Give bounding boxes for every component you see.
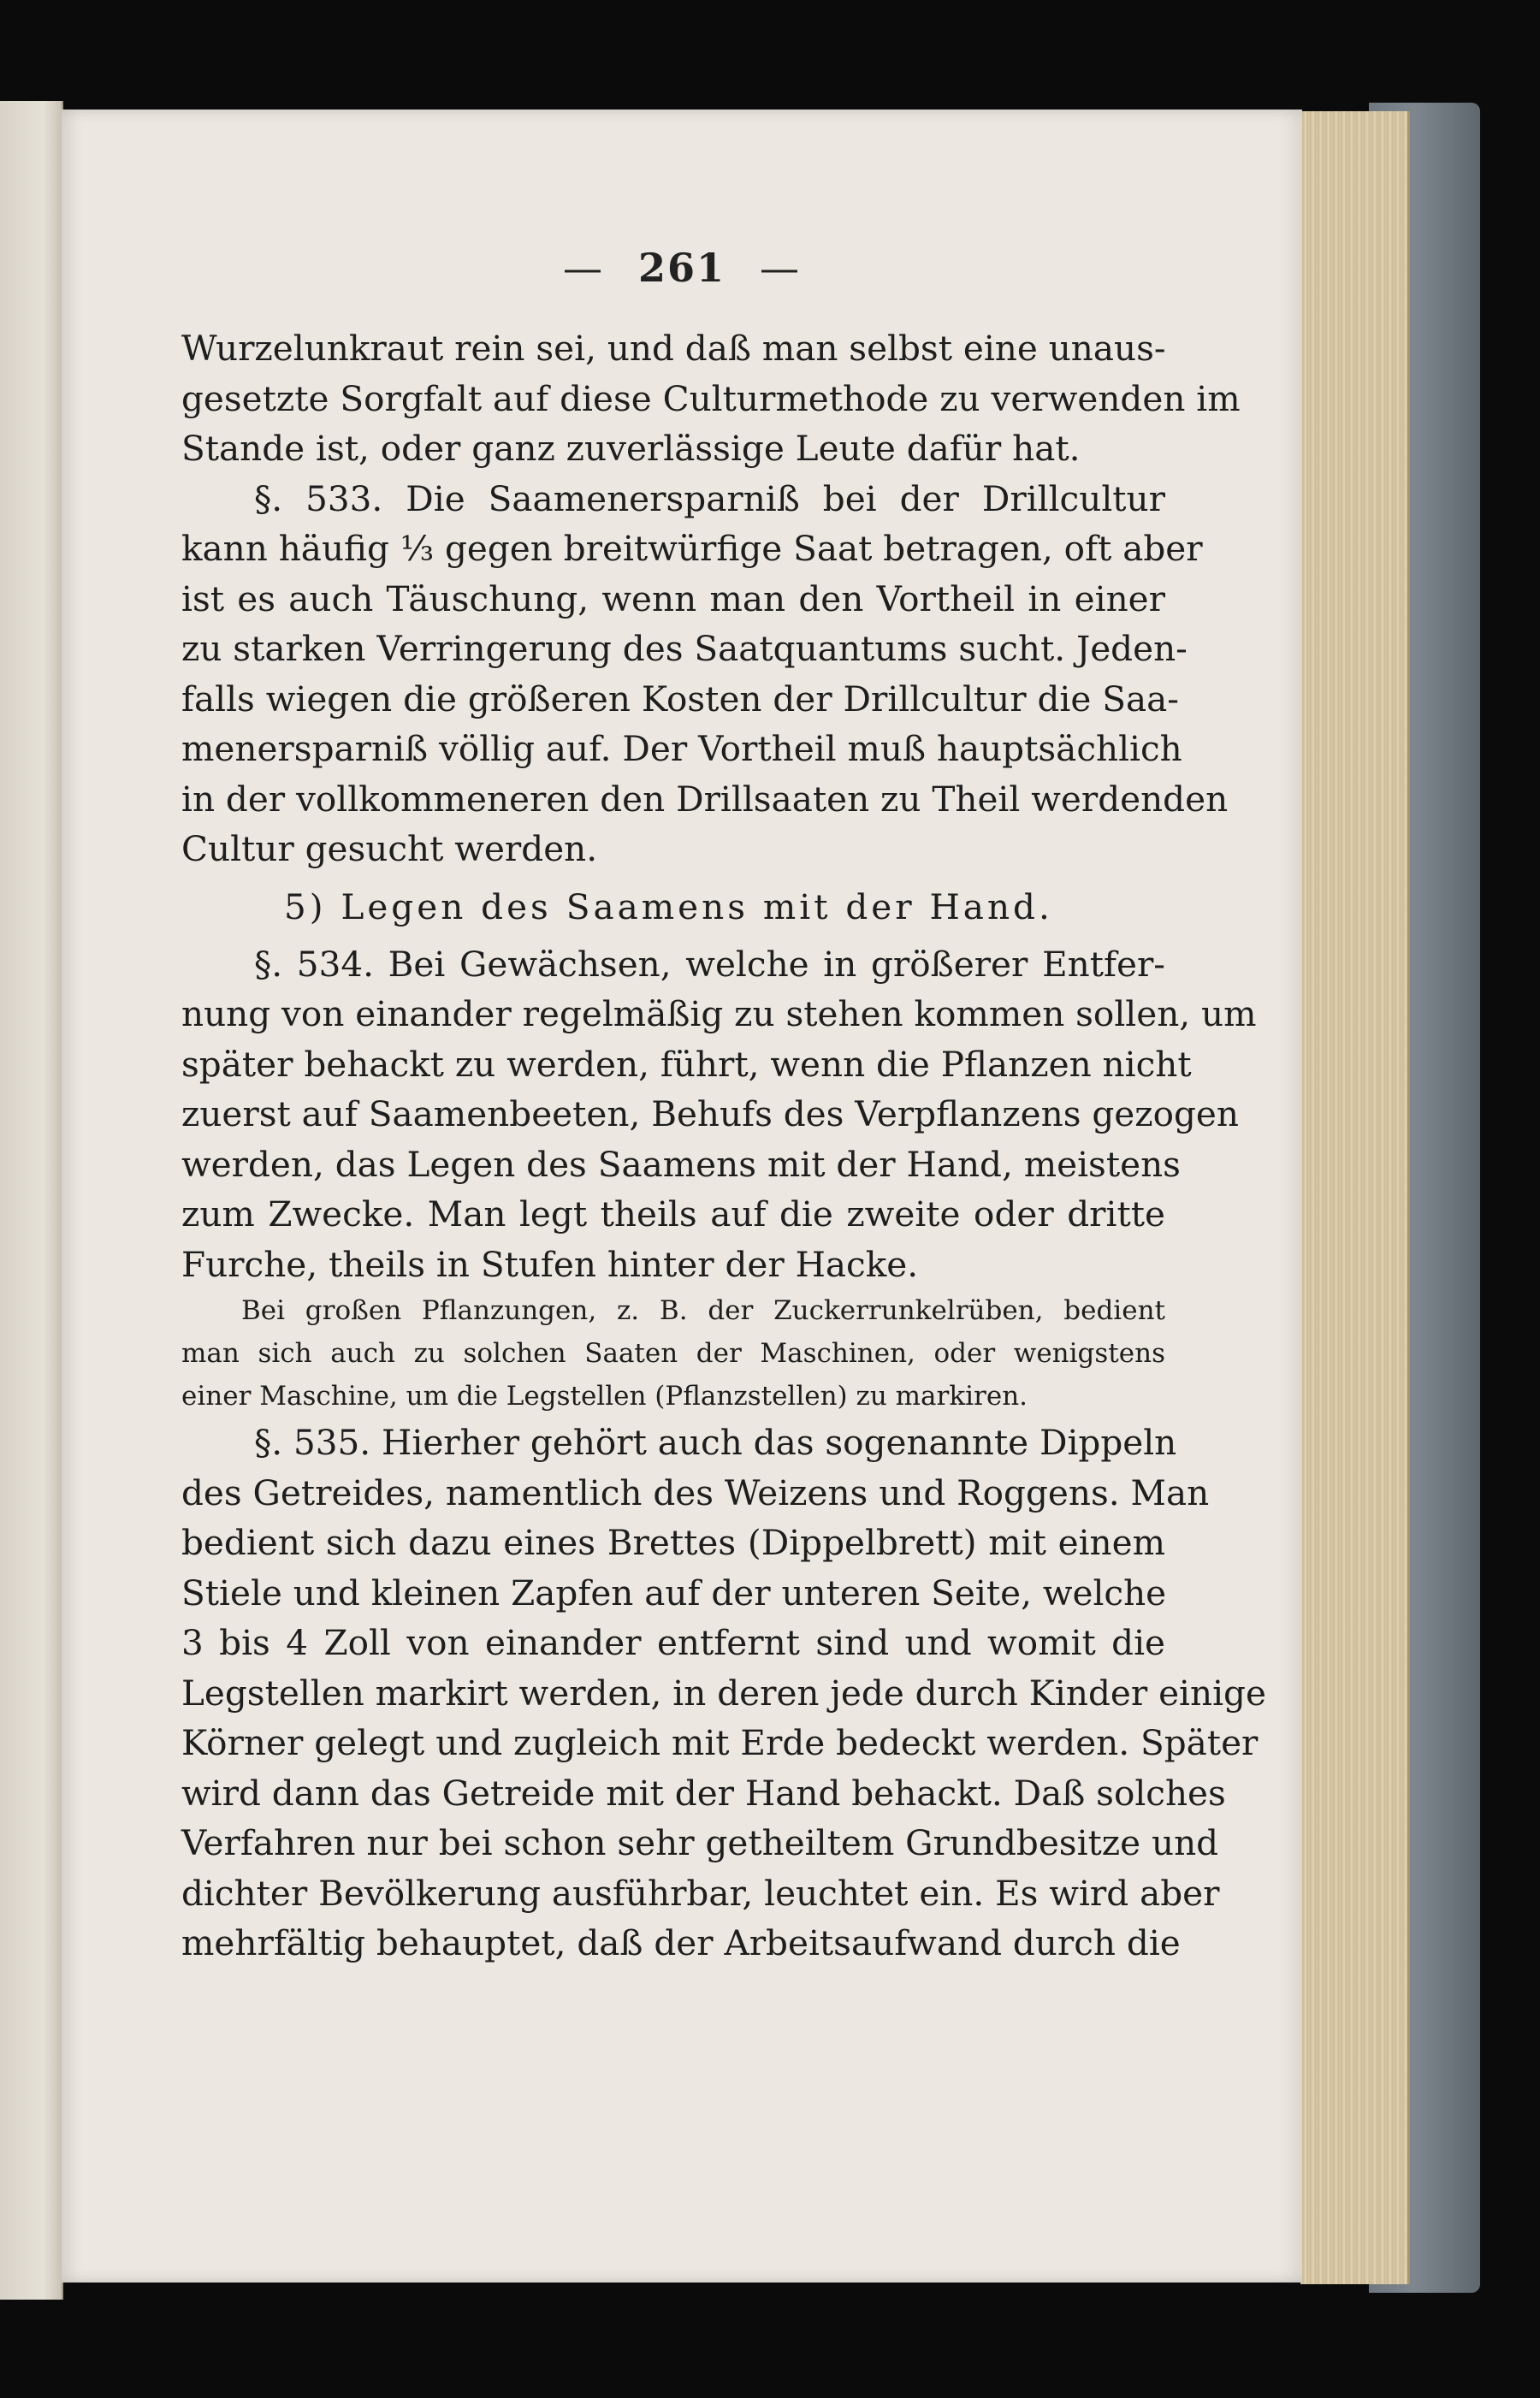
page-header	[62, 245, 1302, 291]
text-line: Stiele und kleinen Zapfen auf der unteren Seite, welche	[181, 1572, 1167, 1613]
note-line: einer Maschine, um die Legstellen (Pflanzstellen) zu markiren.	[181, 1381, 1028, 1412]
text-line: Cultur gesucht werden.	[181, 828, 598, 869]
text-line: zuerst auf Saamenbeeten, Behufs des Verpflanzens gezogen	[181, 1093, 1239, 1134]
page-stack-edges	[1300, 111, 1410, 2284]
text-line: ist es auch Täuschung, wenn man den Vortheil in einer	[181, 577, 1165, 619]
paragraph-534-first-line: §. 534. Bei Gewächsen, welche in größerer Entfer-	[254, 943, 1165, 985]
section-heading: 5) Legen des Saamens mit der Hand.	[284, 885, 1053, 927]
note-line: Bei großen Pflanzungen, z. B. der Zuckerrunkelrüben, bedient	[241, 1295, 1165, 1326]
header-dash-left: —	[562, 245, 604, 291]
left-page-edge	[0, 101, 63, 2300]
text-line: Stande ist, oder ganz zuverlässige Leute dafür hat.	[181, 428, 1081, 469]
text-line: Verfahren nur bei schon sehr getheiltem Grundbesitze und	[181, 1822, 1219, 1863]
text-line: werden, das Legen des Saamens mit der Hand, meistens	[181, 1143, 1181, 1185]
text-line: 3 bis 4 Zoll von einander entfernt sind und womit die	[181, 1622, 1165, 1663]
footnote-block	[181, 1289, 1165, 1418]
text-line: des Getreides, namentlich des Weizens und Roggens. Man	[181, 1471, 1210, 1513]
text-line: Furche, theils in Stufen hinter der Hacke.	[181, 1243, 919, 1285]
text-line: Legstellen markirt werden, in deren jede durch Kinder einige	[181, 1672, 1266, 1714]
paragraph-535-first-line: §. 535. Hierher gehört auch das sogenannte Dippeln	[254, 1422, 1177, 1463]
text-line: dichter Bevölkerung ausführbar, leuchtet ein. Es wird aber	[181, 1872, 1220, 1914]
text-line: wird dann das Getreide mit der Hand behackt. Daß solches	[181, 1772, 1226, 1814]
text-line: Körner gelegt und zugleich mit Erde bedeckt werden. Später	[181, 1722, 1259, 1763]
page-number: 261	[637, 245, 726, 291]
text-line: zum Zwecke. Man legt theils auf die zweite oder dritte	[181, 1193, 1165, 1235]
header-dash-right: —	[760, 245, 802, 291]
text-line: kann häufig ⅓ gegen breitwürfige Saat betragen, oft aber	[181, 528, 1203, 569]
text-line: Wurzelunkraut rein sei, und daß man selbst eine unaus-	[181, 328, 1166, 369]
text-line: falls wiegen die größeren Kosten der Drillcultur die Saa-	[181, 678, 1179, 719]
text-line: menersparniß völlig auf. Der Vortheil muß hauptsächlich	[181, 728, 1182, 769]
paragraph-533-first-line: §. 533. Die Saamenersparniß bei der Drillcultur	[254, 477, 1165, 519]
text-line: gesetzte Sorgfalt auf diese Culturmethode zu verwenden im	[181, 377, 1241, 419]
text-line: nung von einander regelmäßig zu stehen kommen sollen, um	[181, 993, 1257, 1034]
text-line: bedient sich dazu eines Brettes (Dippelbrett) mit einem	[181, 1522, 1165, 1563]
note-line: man sich auch zu solchen Saaten der Maschinen, oder wenigstens	[181, 1338, 1165, 1369]
text-block	[181, 323, 1266, 1969]
text-line: später behackt zu werden, führt, wenn die Pflanzen nicht	[181, 1043, 1192, 1085]
text-line: in der vollkommeneren den Drillsaaten zu Theil werdenden	[181, 778, 1229, 820]
text-line: zu starken Verringerung des Saatquantums sucht. Jeden-	[181, 628, 1188, 669]
text-line: mehrfältig behauptet, daß der Arbeitsaufwand durch die	[181, 1922, 1181, 1963]
book-page	[62, 110, 1302, 2283]
